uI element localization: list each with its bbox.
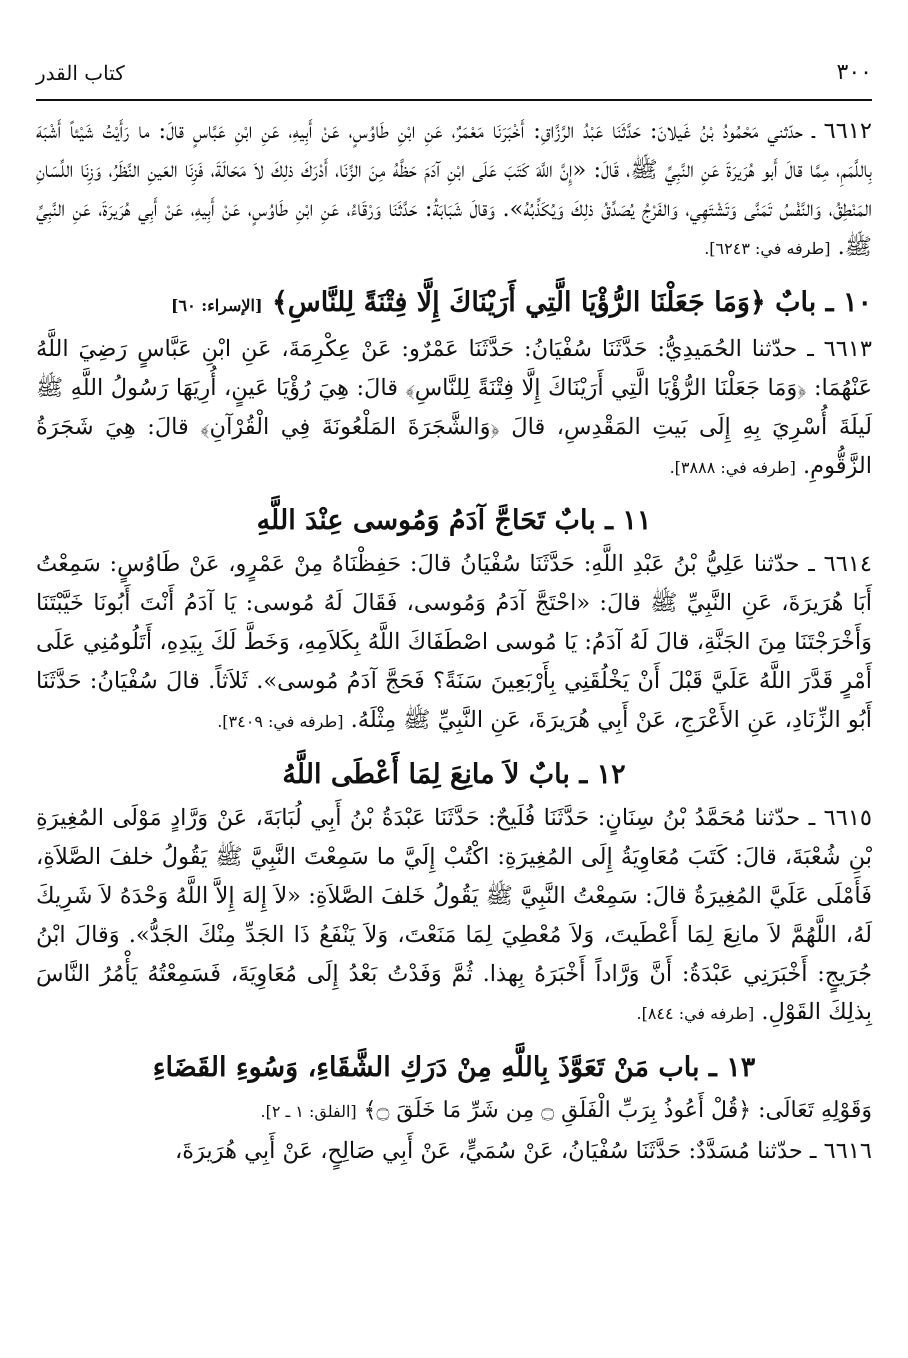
- hadith-text: ٦٦١٥ ـ حدّثنا مُحَمَّدُ بْنُ سِنَانٍ: حَدَّثَنَا فُلَيحٌ: حَدَّثَنَا عَبْدَةُ بْنُ أَبِي لُبَابَةَ، عَنْ وَرَّادٍ مَوْلَى المُغِيرَةِ بْنِ شُعْبَةَ، قالَ: كَتَبَ مُعَاوِيَةُ إِلَى المُغِيرَةِ: اكْتُبْ إِلَيَّ ما سَمِعْتَ النَّبِيَّ ﷺ يَقُولُ خلفَ الصَّلاَةِ، فَأَمْلَى عَلَيَّ المُغِيرَةُ قالَ: سَمِعْتُ النَّبِيَّ ﷺ يَقُولُ خَلفَ الصَّلاَةِ: «لاَ إِلهَ إِلاَّ اللَّهُ وَحْدَهُ لاَ شَرِيكَ لَهُ، اللَّهُمَّ لاَ مانِعَ لِمَا أَعْطَيتَ، وَلاَ مُعْطِيَ لِمَا مَنَعْتَ، وَلاَ يَنْفَعُ ذَا الجَدِّ مِنْكَ الجَدُّ». وَقالَ ابْنُ جُرَيجٍ: أَخْبَرَنِي عَبْدَةُ: أَنَّ وَرَّاداً أَخْبَرَهُ بِهذا. ثُمَّ وَفَدْتُ بَعْدُ إِلَى مُعَاوِيَةَ، فَسَمِعْتُهُ يَأْمُرُ النَّاسَ بِذلِكَ القَوْلِ.: [36, 805, 872, 1026]
- chapter-title: ١١ ـ بابٌ تَحَاجَّ آدَمُ وَمُوسى عِنْدَ اللَّهِ: [256, 505, 652, 537]
- cross-reference: [طرفه في: ٣٨٨٨].: [669, 457, 796, 477]
- chapter-10-heading: [36, 283, 872, 326]
- header-rule: [36, 99, 872, 101]
- hadith-6615: [36, 799, 872, 1034]
- running-header: [36, 58, 872, 88]
- chapter-title: ١٢ ـ بابٌ لاَ مانِعَ لِمَا أَعْطَى اللَّهُ: [282, 759, 626, 791]
- chapter-13-verse: [36, 1092, 872, 1132]
- hadith-text: ٦٦١٦ ـ حدّثنا مُسَدَّدٌ: حَدَّثَنَا سُفْيَانُ، عَنْ سُمَيٍّ، عَنْ أَبِي صَالِحٍ، عَنْ أَبِي هُرَيرَةَ،: [174, 1137, 872, 1164]
- cross-reference: [طرفه في: ٦٢٤٣].: [704, 239, 831, 259]
- verse-reference: [الفلق: ١ ـ ٢].: [260, 1102, 357, 1122]
- verse-text: وَقَوْلِهِ تَعَالَى: ﴿قُلْ أَعُوذُ بِرَبِّ الْفَلَقِ ۝ مِن شَرِّ مَا خَلَقَ ۝﴾: [363, 1098, 872, 1124]
- book-title: كتاب القدر: [36, 61, 125, 85]
- chapter-11-heading: [36, 501, 872, 541]
- chapter-title: ١٠ ـ بابٌ ﴿وَمَا جَعَلْنَا الرُّؤْيَا الَّتِي أَرَيْنَاكَ إِلَّا فِتْنَةً لِلنَّاسِ﴾: [271, 287, 872, 319]
- hadith-text: ٦٦١٤ ـ حدّثنا عَلِيُّ بْنُ عَبْدِ اللَّهِ: حَدَّثَنَا سُفْيَانُ قالَ: حَفِظْنَاهُ مِنْ عَمْرٍو، عَنْ طَاوُسٍ: سَمِعْتُ أَبَا هُرَيرَةَ، عَنِ النَّبِيِّ ﷺ قالَ: «احْتَجَّ آدَمُ وَمُوسى، فَقَالَ لَهُ مُوسى: يَا آدَمُ أَنْتَ أَبُونَا خَيَّبْتَنَا وَأَخْرَجْتَنَا مِنَ الجَنَّةِ، قالَ لَهُ آدَمُ: يَا مُوسى اصْطَفَاكَ اللَّهُ بِكَلاَمِهِ، وَخَطَّ لَكَ بِيَدِهِ، أَتَلُومُنِي عَلَى أَمْرٍ قَدَّرَ اللَّهُ عَلَيَّ قَبْلَ أَنْ يَخْلُقَنِي بِأَرْبَعِينَ سَنَةً؟ فَحَجَّ آدَمُ مُوسى». ثَلاَثاً. قالَ سُفْيَانُ: حَدَّثَنَا أَبُو الزِّنَادِ، عَنِ الأَعْرَجِ، عَنْ أَبِي هُرَيرَةَ، عَنِ النَّبِيِّ ﷺ مِثْلَهُ.: [36, 551, 872, 733]
- cross-reference: [طرفه في: ٣٤٠٩].: [217, 711, 344, 731]
- hadith-6612: [36, 112, 872, 269]
- hadith-text: ٦٦١٢ ـ حدّثني مَحْمُودُ بْنُ غَيلانَ: حَدَّثَنَا عَبْدُ الرَّزَّاقِ: أَخْبَرَنَا مَعْمَرٌ، عَنِ ابْنِ طَاوُسٍ، عَنْ أَبِيهِ، عَنِ ابْنِ عَبَّاسٍ قالَ: ما رَأَيْتُ شَيْئاً أَشْبَهَ بِاللَّمَمِ، مِمَّا قالَ أَبو هُرَيرَةَ عَنِ النَّبِيِّ ﷺ، قَالَ: «إِنَّ اللَّهَ كَتَبَ عَلَى ابْنِ آدَمَ حَظَّهُ مِنَ الزِّنَا، أَدْرَكَ ذلِكَ لاَ مَحَالَةَ، فَزِنَا العَينِ النَّظَرُ، وَزِنَا اللِّسَانِ المَنْطِقُ، وَالنَّفْسُ تَمَنَّى وَتَشْتَهِي، وَالفَرْجُ يُصَدِّقُ ذلِكَ وَيُكَذِّبُهُ». وَقالَ شَبَابَةُ: حَدَّثَنَا وَرْقَاءُ، عَنِ ابْنِ طَاوُسٍ، عَنْ أَبِيهِ، عَنْ أَبِي هُرَيرَةَ، عَنِ النَّبِيِّ ﷺ.: [36, 118, 872, 261]
- chapter-12-heading: [36, 755, 872, 795]
- hadith-text: ٦٦١٣ ـ حدّثنا الحُمَيدِيُّ: حَدَّثَنَا سُفْيَانُ: حَدَّثَنَا عَمْرٌو: عَنْ عِكْرِمَةَ، عَنِ ابْنِ عَبَّاسٍ رَضِيَ اللَّهُ عَنْهُمَا: ﴿وَمَا جَعَلْنَا الرُّؤْيَا الَّتِي أَرَيْنَاكَ إِلَّا فِتْنَةً لِلنَّاسِ﴾ قالَ: هِيَ رُؤْيَا عَينٍ، أُرِيَهَا رَسُولُ اللَّهِ ﷺ لَيلَةَ أُسْرِيَ بِهِ إِلَى بَيتِ المَقْدِسِ، قالَ ﴿وَالشَّجَرَةَ المَلْعُونَةَ فِي الْقُرْآنِ﴾ قالَ: هِيَ شَجَرَةُ الزَّقُّومِ.: [36, 336, 872, 479]
- hadith-6614: [36, 545, 872, 741]
- hadith-6616: [36, 1132, 872, 1171]
- page-body: [36, 112, 872, 1171]
- page-number: ٣٠٠: [836, 60, 872, 85]
- hadith-6613: [36, 330, 872, 487]
- cross-reference: [طرفه في: ٨٤٤].: [636, 1004, 755, 1024]
- chapter-13-heading: [36, 1048, 872, 1088]
- verse-reference: [الإسراء: ٦٠]: [170, 296, 263, 316]
- chapter-title: ١٣ ـ باب مَنْ تَعَوَّذَ بِاللَّهِ مِنْ دَرَكِ الشَّقَاءِ، وَسُوءِ القَضَاءِ: [152, 1052, 756, 1084]
